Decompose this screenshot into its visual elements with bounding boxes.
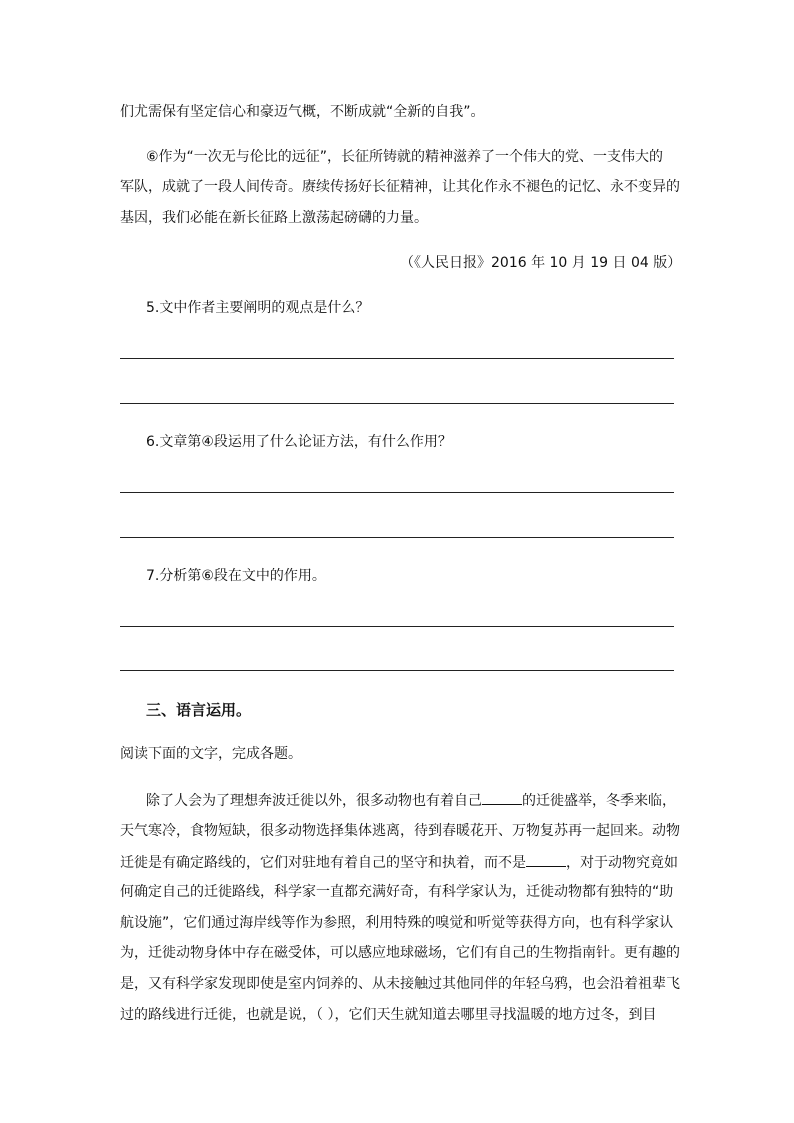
section-3-heading: 三、语言运用。 xyxy=(146,701,252,719)
language-passage-line-8: 过的路线进行迁徙，也就是说，（ ），它们天生就知道去哪里寻找温暖的地方过冬，到目 xyxy=(120,1007,657,1023)
language-passage-line-4: 何确定自己的迁徙路线，科学家一直都充满好奇，有科学家认为，迁徙动物都有独特的“助 xyxy=(120,884,674,900)
text-segment: 迁徙是有确定路线的，它们对驻地有着自己的坚守和执着，而不是 xyxy=(120,855,526,871)
language-passage-line-2: 天气寒冷，食物短缺，很多动物选择集体逃离，待到春暖花开、万物复苏再一起回来。动物 xyxy=(120,823,680,839)
answer-line xyxy=(120,403,674,404)
language-passage-line-6: 为，迁徙动物身体中存在磁受体，可以感应地球磁场，它们有自己的生物指南针。更有趣的 xyxy=(120,945,680,961)
language-passage-line-5: 航设施”，它们通过海岸线等作为参照，利用特殊的嗅觉和听觉等获得方向，也有科学家认 xyxy=(120,915,674,931)
passage-line-1: 们尤需保有坚定信心和豪迈气概，不断成就“全新的自我”。 xyxy=(120,104,485,120)
paragraph-6-line-2: 军队，成就了一段人间传奇。赓续传扬好长征精神，让其化作永不褪色的记忆、永不变异的 xyxy=(120,179,680,195)
text-segment: 除了人会为了理想奔波迁徙以外，很多动物也有着自己 xyxy=(146,793,482,809)
answer-line xyxy=(120,358,674,359)
paragraph-6-line-3: 基因，我们必能在新长征路上激荡起磅礴的力量。 xyxy=(120,210,428,226)
language-passage-line-3 xyxy=(120,852,678,873)
source-citation: （《人民日报》2016 年 10 月 19 日 04 版） xyxy=(400,255,682,271)
question-5: 5.文中作者主要阐明的观点是什么？ xyxy=(146,300,370,316)
language-passage-line-1 xyxy=(146,790,676,811)
answer-line xyxy=(120,670,674,671)
language-passage-line-7: 是，又有科学家发现即使是室内饲养的、从未接触过其他同伴的年轻乌鸦，也会沿着祖辈飞 xyxy=(120,976,680,992)
fill-blank[interactable] xyxy=(482,790,522,805)
text-segment: ，对于动物究竟如 xyxy=(566,855,678,871)
answer-line xyxy=(120,492,674,493)
question-6: 6.文章第④段运用了什么论证方法，有什么作用？ xyxy=(146,434,452,450)
paragraph-6-line-1: ⑥作为“一次无与伦比的远征”，长征所铸就的精神滋养了一个伟大的党、一支伟大的 xyxy=(146,149,664,165)
answer-line xyxy=(120,626,674,627)
section-3-instruction: 阅读下面的文字，完成各题。 xyxy=(120,746,302,762)
fill-blank[interactable] xyxy=(526,852,566,867)
question-7: 7.分析第⑥段在文中的作用。 xyxy=(146,568,326,584)
answer-line xyxy=(120,537,674,538)
text-segment: 的迁徙盛举，冬季来临， xyxy=(522,793,676,809)
